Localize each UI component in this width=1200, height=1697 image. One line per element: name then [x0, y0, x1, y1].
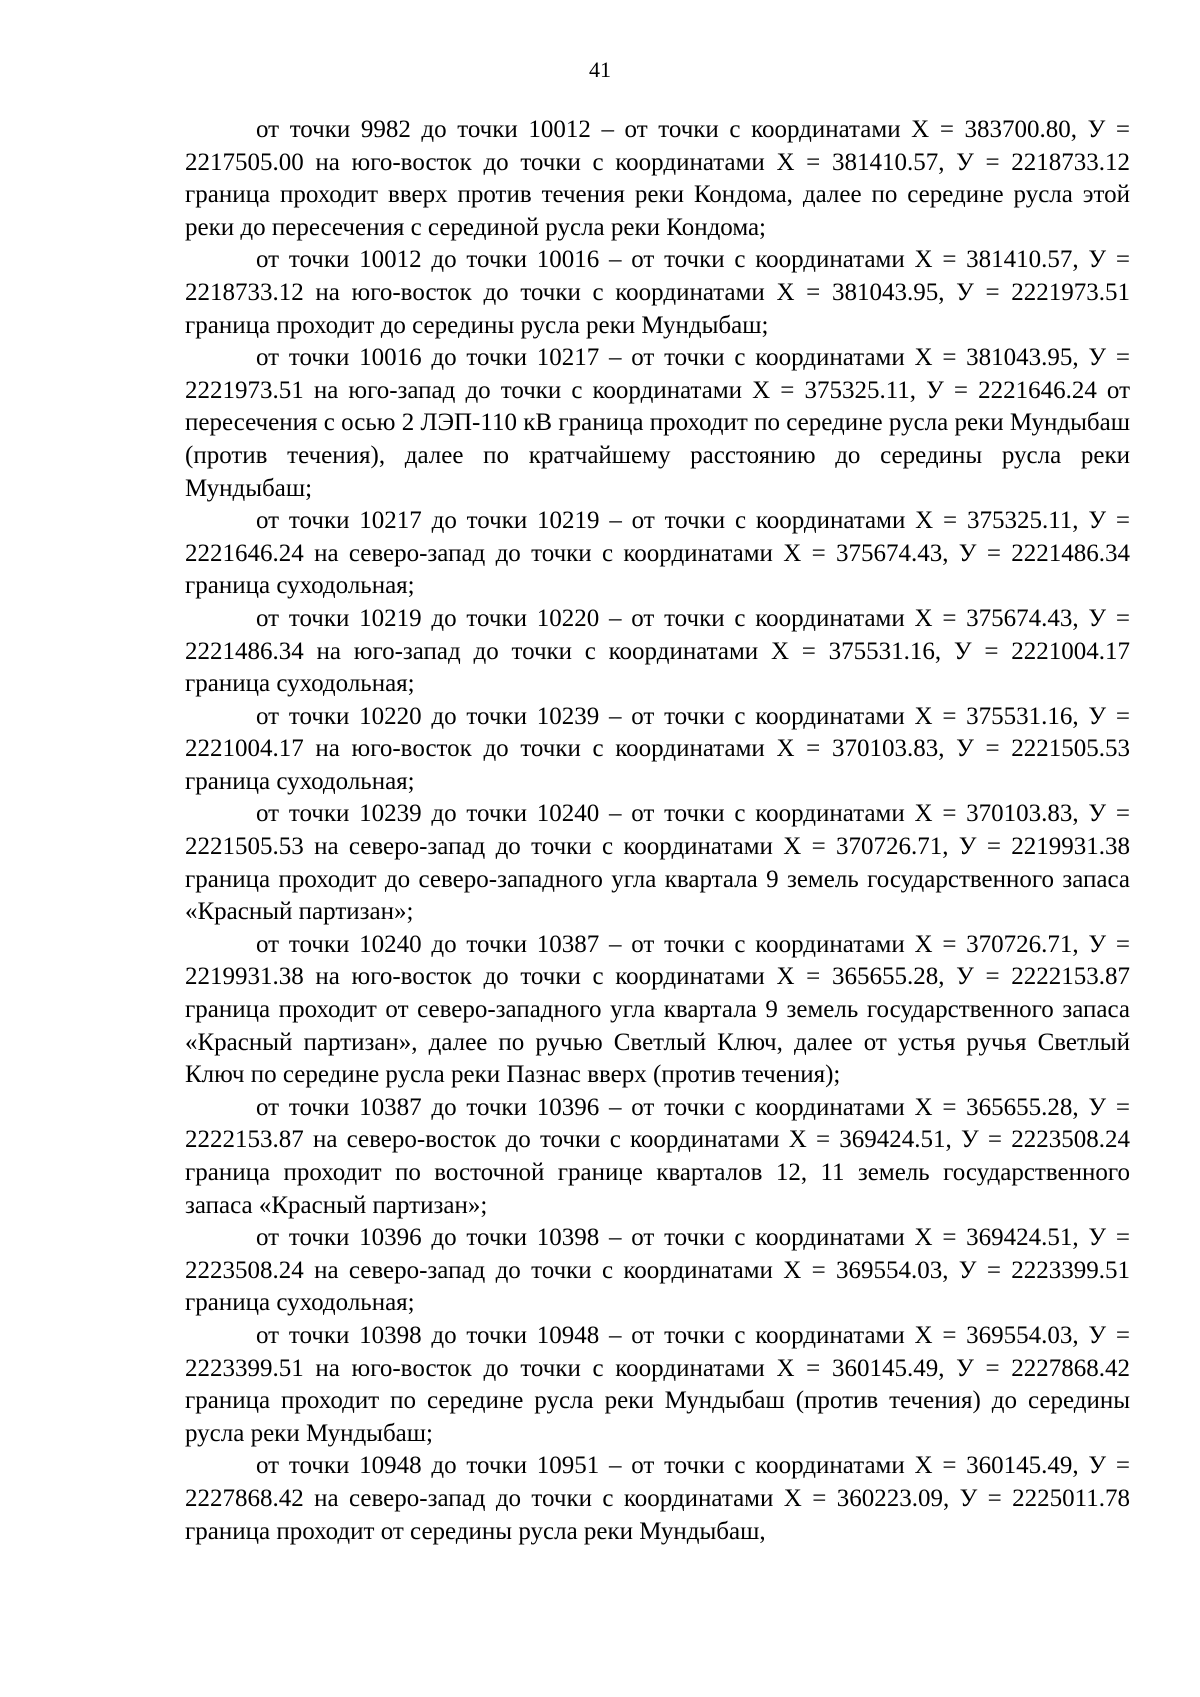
boundary-segment-10016-10217: от точки 10016 до точки 10217 – от точки с координатами Х = 381043.95, У = 2221973.51 на юго-запад до точки с координатами Х = 375325.11, У = 2221646.24 от пересечения с осью 2 ЛЭП-110 кВ граница проходит по середине русла реки Мундыбаш (против течения), далее по кратчайшему расстоянию до середины русла реки Мундыбаш; [185, 344, 1130, 502]
boundary-segment-10012-10016: от точки 10012 до точки 10016 – от точки с координатами Х = 381410.57, У = 2218733.12 на юго-восток до точки с координатами Х = 381043.95, У = 2221973.51 граница проходит до середины русла реки Мундыбаш; [185, 246, 1130, 339]
boundary-segment-10396-10398: от точки 10396 до точки 10398 – от точки с координатами Х = 369424.51, У = 2223508.24 на северо-запад до точки с координатами Х = 369554.03, У = 2223399.51 граница суходольная; [185, 1224, 1130, 1317]
boundary-segment-10387-10396: от точки 10387 до точки 10396 – от точки с координатами Х = 365655.28, У = 2222153.87 на северо-восток до точки с координатами Х = 369424.51, У = 2223508.24 граница проходит по восточной границе кварталов 12, 11 земель государственного запаса «Красный партизан»; [185, 1093, 1130, 1219]
boundary-segment-10217-10219: от точки 10217 до точки 10219 – от точки с координатами Х = 375325.11, У = 2221646.24 на северо-запад до точки с координатами Х = 375674.43, У = 2221486.34 граница суходольная; [185, 507, 1130, 600]
document-body [185, 114, 1130, 1548]
boundary-segment-10240-10387: от точки 10240 до точки 10387 – от точки с координатами Х = 370726.71, У = 2219931.38 на юго-восток до точки с координатами Х = 365655.28, У = 2222153.87 граница проходит от северо-западного угла квартала 9 земель государственного запаса «Красный партизан», далее по ручью Светлый Ключ, далее от устья ручья Светлый Ключ по середине русла реки Пазнас вверх (против течения); [185, 930, 1130, 1089]
boundary-segment-10948-10951: от точки 10948 до точки 10951 – от точки с координатами Х = 360145.49, У = 2227868.42 на северо-запад до точки с координатами Х = 360223.09, У = 2225011.78 граница проходит от середины русла реки Мундыбаш, [185, 1452, 1130, 1545]
boundary-segment-10398-10948: от точки 10398 до точки 10948 – от точки с координатами Х = 369554.03, У = 2223399.51 на юго-восток до точки с координатами Х = 360145.49, У = 2227868.42 граница проходит по середине русла реки Мундыбаш (против течения) до середины русла реки Мундыбаш; [185, 1321, 1130, 1447]
boundary-segment-10239-10240: от точки 10239 до точки 10240 – от точки с координатами Х = 370103.83, У = 2221505.53 на северо-запад до точки с координатами Х = 370726.71, У = 2219931.38 граница проходит до северо-западного угла квартала 9 земель государственного запаса «Красный партизан»; [185, 800, 1130, 926]
boundary-segment-10220-10239: от точки 10220 до точки 10239 – от точки с координатами Х = 375531.16, У = 2221004.17 на юго-восток до точки с координатами Х = 370103.83, У = 2221505.53 граница суходольная; [185, 702, 1130, 795]
page-number: 41 [589, 57, 611, 82]
boundary-segment-9982-10012: от точки 9982 до точки 10012 – от точки с координатами Х = 383700.80, У = 2217505.00 на юго-восток до точки с координатами Х = 381410.57, У = 2218733.12 граница проходит вверх против течения реки Кондома, далее по середине русла этой реки до пересечения с серединой русла реки Кондома; [185, 116, 1130, 241]
boundary-segment-10219-10220: от точки 10219 до точки 10220 – от точки с координатами Х = 375674.43, У = 2221486.34 на юго-запад до точки с координатами Х = 375531.16, У = 2221004.17 граница суходольная; [185, 604, 1130, 698]
